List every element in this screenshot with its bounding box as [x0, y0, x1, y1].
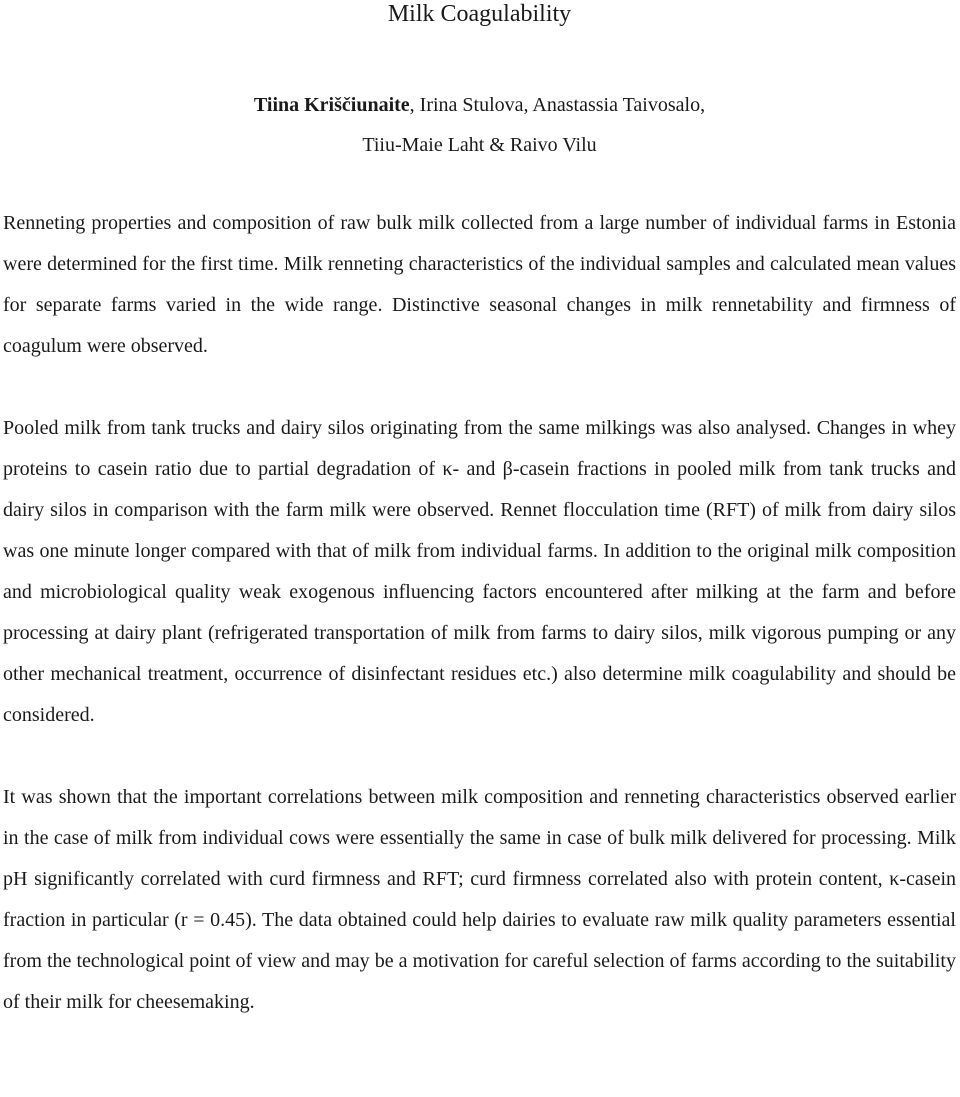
author-block: [3, 27, 956, 165]
author-line-1: [3, 85, 956, 125]
lead-author: Tiina Kriščiunaite: [253, 94, 410, 116]
paragraph-3: It was shown that the important correlations between milk composition and renneting characteristics observed earlier in the case of milk from individual cows were essentially the same in case of bulk milk delivered for processing. Milk pH significantly correlated with curd firmness and RFT; curd firmness correlated also with protein content, κ-casein fraction in particular (r = 0.45). The data obtained could help dairies to evaluate raw milk quality parameters essential from the technological point of view and may be a motivation for careful selection of farms according to the suitability of their milk for cheesemaking.: [3, 786, 956, 1013]
paragraph-1: Renneting properties and composition of raw bulk milk collected from a large number of individual farms in Estonia were determined for the first time. Milk renneting characteristics of the individual samples and calculated mean values for separate farms varied in the wide range. Distinctive seasonal changes in milk rennetability and firmness of coagulum were observed.: [3, 212, 956, 357]
abstract-body: [3, 165, 956, 1023]
co-authors-line-1: , Irina Stulova, Anastassia Taivosalo,: [409, 94, 706, 116]
paragraph-2: Pooled milk from tank trucks and dairy silos originating from the same milkings was also analysed. Changes in whey proteins to casein ratio due to partial degradation of κ- and β-casein fractions in pooled milk from tank trucks and dairy silos in comparison with the farm milk were observed. Rennet flocculation time (RFT) of milk from dairy silos was one minute longer compared with that of milk from individual farms. In addition to the original milk composition and microbiological quality weak exogenous influencing factors encountered after milking at the farm and before processing at dairy plant (refrigerated transportation of milk from farms to dairy silos, milk vigorous pumping or any other mechanical treatment, occurrence of disinfectant residues etc.) also determine milk coagulability and should be considered.: [3, 417, 956, 726]
document-title: Milk Coagulability: [387, 1, 572, 27]
author-line-2: Tiiu-Maie Laht & Raivo Vilu: [362, 134, 597, 156]
